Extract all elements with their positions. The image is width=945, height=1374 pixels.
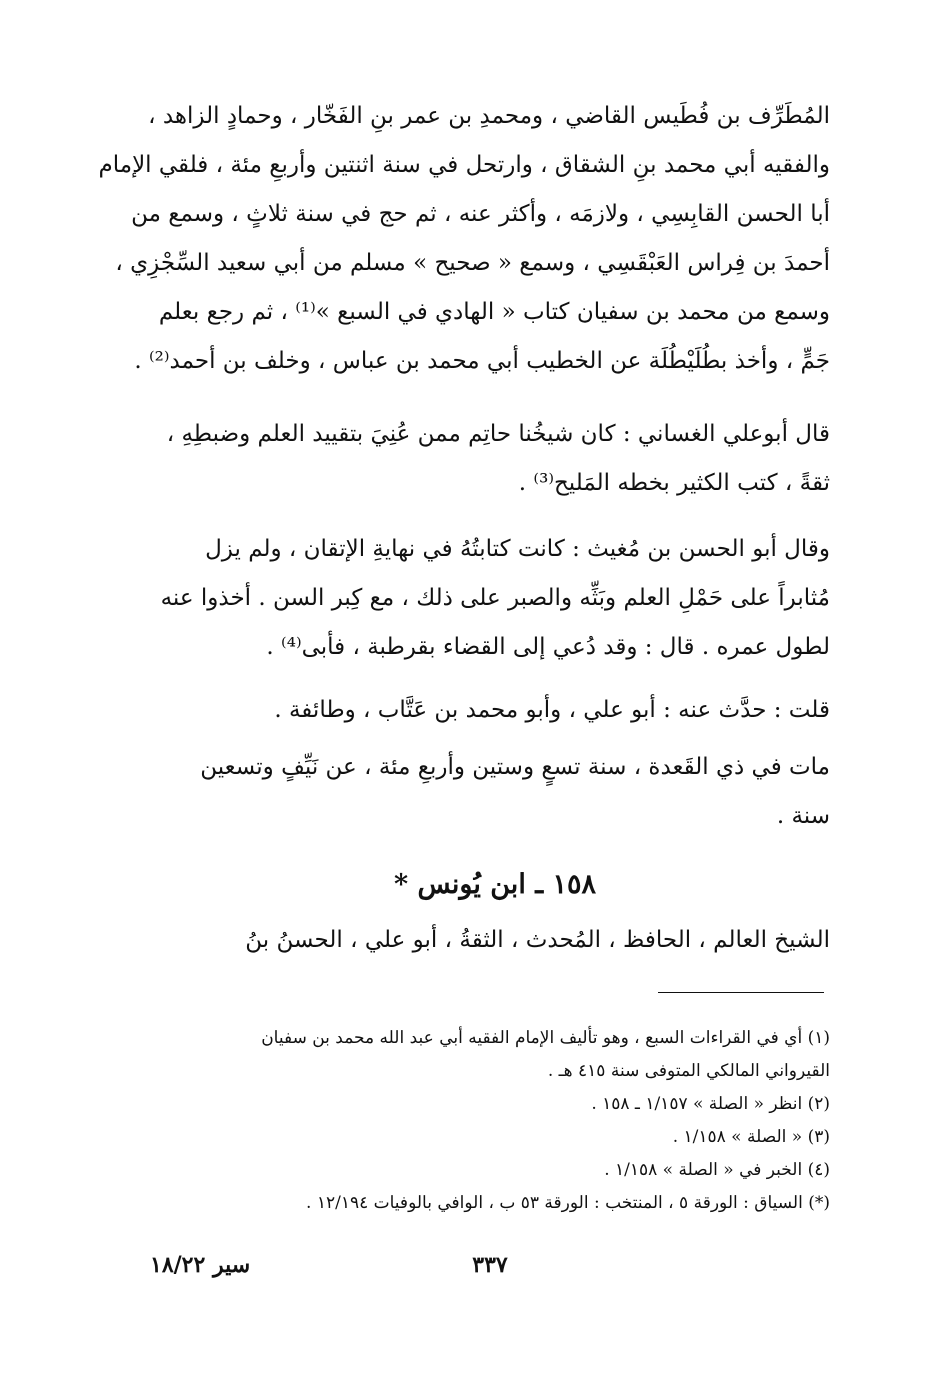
text-line: وسمع من محمد بن سفيان كتاب « الهادي في السبع »⁽¹⁾ ، ثم رجع بعلم [158, 299, 830, 325]
signature-mark: سير ١٨/٢٢ [150, 1252, 251, 1278]
page-number: ٣٣٧ [472, 1252, 508, 1278]
text-line: ثقةً ، كتب الكثير بخطه المَليح⁽³⁾ . [518, 470, 830, 496]
text-line: أبا الحسن القابِسِي ، ولازمَه ، وأكثر عنه ، ثم حج في سنة ثلاثٍ ، وسمع من [131, 201, 830, 227]
text-line: سنة . [776, 803, 830, 829]
text-line: مات في ذي القَعدة ، سنة تسعٍ وستين وأربعِ مئة ، عن نَيِّفٍ وتسعين [200, 754, 830, 780]
text-line: قلت : حدَّث عنه : أبو علي ، وأبو محمد بن عَتَّاب ، وطائفة . [274, 697, 830, 723]
text-line: وقال أبو الحسن بن مُغيث : كانت كتابتُهُ في نهايةِ الإتقان ، ولم يزل [205, 536, 830, 562]
page-footer [150, 1252, 830, 1292]
paragraph-biography-continued [98, 92, 830, 386]
footnote-line: (١) أي في القراءات السبع ، وهو تأليف الإمام الفقيه أبي عبد الله محمد بن سفيان [261, 1028, 830, 1048]
text-line: مُثابراً على حَمْلِ العلم وبَثِّه والصبر على ذلك ، مع كِبر السن . أخذوا عنه [160, 585, 830, 611]
text-line: جَمٍّ ، وأخذ بطُلَيْطُلَة عن الخطيب أبي محمد بن عباس ، وخلف بن أحمد⁽²⁾ . [134, 348, 830, 374]
entry-heading: ١٥٨ ـ ابن يُونس * [393, 869, 597, 900]
text-line: والفقيه أبي محمد بنِ الشقاق ، وارتحل في سنة اثنتين وأربعِ مئة ، فلقي الإمام [98, 152, 830, 178]
text-line: قال أبوعلي الغساني : كان شيخُنا حاتِم ممن عُنِيَ بتقييد العلم وضبطِهِ ، [166, 421, 830, 447]
text-line: المُطَرِّف بن فُطَيس القاضي ، ومحمدِ بن عمر بنِ الفَخّار ، وحمادٍ الزاهد ، [148, 103, 830, 129]
text-line: لطول عمره . قال : وقد دُعي إلى القضاء بقرطبة ، فأبى⁽⁴⁾ . [266, 634, 830, 660]
footnotes [160, 1022, 830, 1220]
paragraph-ghassani-quote [160, 410, 830, 508]
footnote-line: (٢) انظر « الصلة » ١/١٥٧ ـ ١٥٨ . [591, 1094, 830, 1114]
footnote-line: (٤) الخبر في « الصلة » ١/١٥٨ . [604, 1160, 830, 1180]
text-line: أحمدَ بن فِراس العَبْقَسِي ، وسمع « صحيح » مسلم من أبي سعيد السِّجْزِي ، [115, 250, 830, 276]
paragraph-mughith-quote [160, 525, 830, 672]
paragraph-narrators [160, 686, 830, 735]
text-line: الشيخ العالم ، الحافظ ، المُحدث ، الثقةُ ، أبو علي ، الحسنُ بنُ [245, 927, 830, 953]
footnote-line: القيرواني المالكي المتوفى سنة ٤١٥ هـ . [547, 1061, 830, 1081]
paragraph-death [160, 743, 830, 841]
footnote-separator [658, 992, 824, 993]
paragraph-new-entry [160, 916, 830, 965]
footnote-line: (*) السياق : الورقة ٥ ، المنتخب : الورقة ٥٣ ب ، الوافي بالوفيات ١٢/١٩٤ . [306, 1193, 830, 1213]
footnote-line: (٣) « الصلة » ١/١٥٨ . [672, 1127, 830, 1147]
